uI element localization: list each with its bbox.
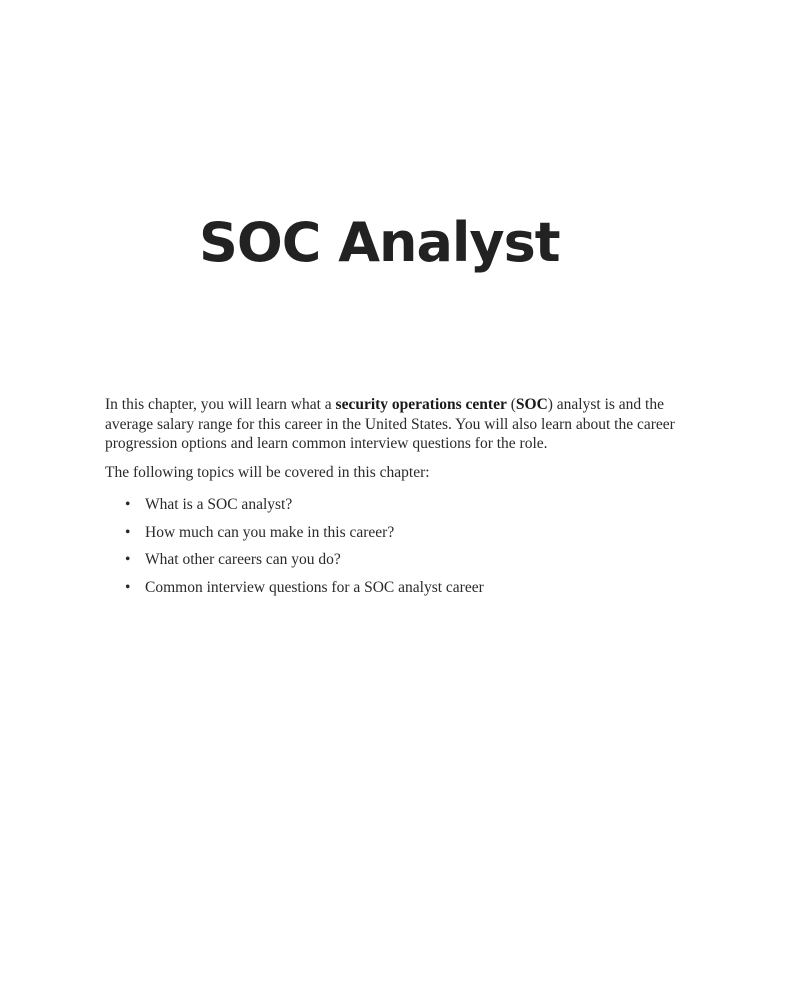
intro-paragraph bbox=[105, 395, 685, 454]
list-item bbox=[105, 495, 685, 515]
chapter-content bbox=[105, 395, 685, 605]
bullet-icon: • bbox=[125, 551, 131, 568]
bullet-icon: • bbox=[125, 496, 131, 513]
bullet-icon: • bbox=[125, 523, 131, 541]
list-item-text: What other careers can you do? bbox=[145, 551, 341, 568]
list-item-text: What is a SOC analyst? bbox=[145, 496, 293, 513]
bullet-icon: • bbox=[125, 578, 131, 596]
list-item bbox=[105, 578, 685, 598]
list-item-text: Common interview questions for a SOC analyst career bbox=[145, 578, 484, 596]
intro-term-bold: security operations center bbox=[335, 396, 507, 413]
intro-abbr-bold: SOC bbox=[515, 396, 548, 413]
chapter-title: SOC Analyst bbox=[199, 211, 560, 274]
intro-text-1: In this chapter, you will learn what a bbox=[105, 396, 336, 413]
topics-list bbox=[105, 495, 685, 597]
topics-lead: The following topics will be covered in this chapter: bbox=[105, 463, 430, 481]
intro-text-2: ( bbox=[506, 396, 516, 413]
list-item-text: How much can you make in this career? bbox=[145, 523, 395, 541]
list-item bbox=[105, 523, 685, 543]
intro-text-3: ) analyst is and the average salary range for this career in the United States. You will also learn about the career progression options and learn common interview questions for the role. bbox=[105, 396, 675, 452]
list-item bbox=[105, 550, 685, 570]
